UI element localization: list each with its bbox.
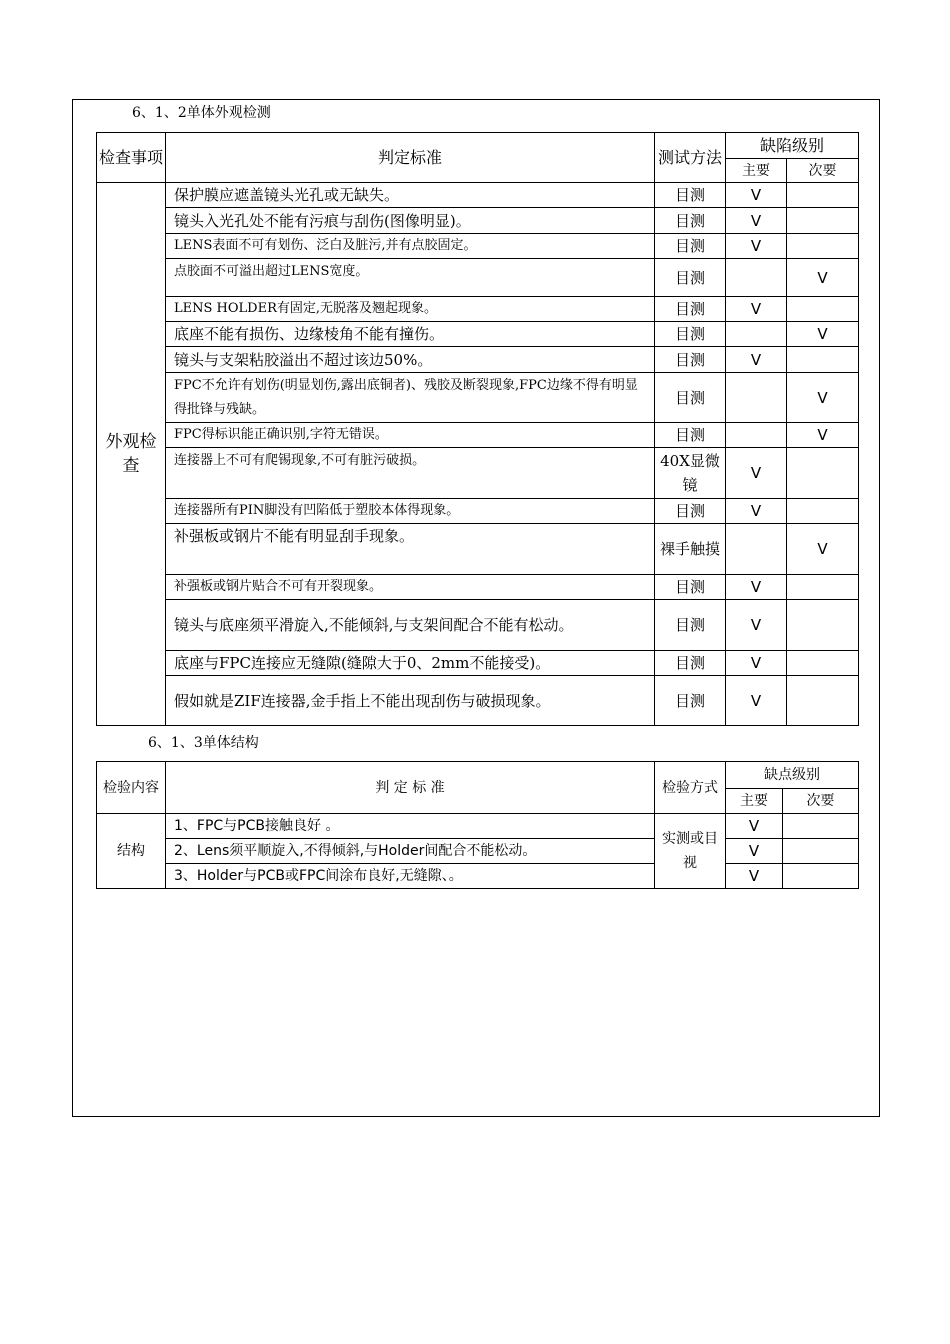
major-mark: V <box>726 651 787 676</box>
criteria-cell: 3、Holder与PCB或FPC间涂布良好,无缝隙、。 <box>166 864 655 889</box>
criteria-cell: 2、Lens须平顺旋入,不得倾斜,与Holder间配合不能松动。 <box>166 839 655 864</box>
header-major: 主要 <box>726 159 787 183</box>
minor-mark: V <box>787 524 859 575</box>
criteria-cell: LENS HOLDER有固定,无脱落及翘起现象。 <box>166 297 655 322</box>
header-minor: 次要 <box>787 159 859 183</box>
major-mark: V <box>726 499 787 524</box>
header-defect-level: 缺陷级别 <box>726 133 859 159</box>
minor-mark: V <box>787 423 859 448</box>
criteria-cell: 连接器上不可有爬锡现象,不可有脏污破损。 <box>166 448 655 499</box>
method-cell: 目测 <box>655 499 726 524</box>
major-mark <box>726 259 787 297</box>
method-cell: 裸手触摸 <box>655 524 726 575</box>
category-appearance: 外观检查 <box>97 183 166 726</box>
major-mark: V <box>726 208 787 234</box>
method-cell: 目测 <box>655 259 726 297</box>
major-mark: V <box>726 839 783 864</box>
criteria-cell: 保护膜应遮盖镜头光孔或无缺失。 <box>166 183 655 208</box>
header-criteria: 判定标准 <box>166 133 655 183</box>
minor-mark <box>787 499 859 524</box>
method-cell: 目测 <box>655 423 726 448</box>
method-cell: 目测 <box>655 373 726 423</box>
minor-mark: V <box>787 259 859 297</box>
criteria-cell: FPC得标识能正确识别,字符无错误。 <box>166 423 655 448</box>
minor-mark <box>787 600 859 651</box>
criteria-cell: 补强板或钢片不能有明显刮手现象。 <box>166 524 655 575</box>
minor-mark <box>787 297 859 322</box>
method-cell: 目测 <box>655 676 726 726</box>
criteria-cell: 镜头与支架粘胶溢出不超过该边50%。 <box>166 347 655 373</box>
minor-mark: V <box>787 322 859 347</box>
criteria-cell: 假如就是ZIF连接器,金手指上不能出现刮伤与破损现象。 <box>166 676 655 726</box>
method-cell: 目测 <box>655 651 726 676</box>
major-mark: V <box>726 448 787 499</box>
major-mark: V <box>726 234 787 259</box>
minor-mark <box>787 347 859 373</box>
header-major: 主要 <box>726 789 783 814</box>
criteria-cell: 镜头入光孔处不能有污痕与刮伤(图像明显)。 <box>166 208 655 234</box>
method-cell: 目测 <box>655 347 726 373</box>
method-cell: 目测 <box>655 297 726 322</box>
minor-mark <box>787 676 859 726</box>
major-mark: V <box>726 814 783 839</box>
major-mark: V <box>726 864 783 889</box>
criteria-cell: 补强板或钢片贴合不可有开裂现象。 <box>166 575 655 600</box>
criteria-cell: 点胶面不可溢出超过LENS宽度。 <box>166 259 655 297</box>
header-minor: 次要 <box>783 789 859 814</box>
major-mark: V <box>726 600 787 651</box>
method-cell: 目测 <box>655 183 726 208</box>
criteria-cell: 底座不能有损伤、边缘棱角不能有撞伤。 <box>166 322 655 347</box>
minor-mark <box>783 864 859 889</box>
major-mark: V <box>726 347 787 373</box>
major-mark <box>726 322 787 347</box>
method-cell: 实测或目视 <box>655 814 726 889</box>
major-mark <box>726 423 787 448</box>
minor-mark <box>787 575 859 600</box>
method-cell: 40X显微镜 <box>655 448 726 499</box>
major-mark <box>726 373 787 423</box>
minor-mark <box>787 651 859 676</box>
major-mark: V <box>726 676 787 726</box>
minor-mark <box>787 208 859 234</box>
header-method: 测试方法 <box>655 133 726 183</box>
criteria-cell: 底座与FPC连接应无缝隙(缝隙大于0、2mm不能接受)。 <box>166 651 655 676</box>
criteria-cell: FPC不允许有划伤(明显划伤,露出底铜者)、残胶及断裂现象,FPC边缘不得有明显得批锋与残缺。 <box>166 373 655 423</box>
method-cell: 目测 <box>655 600 726 651</box>
method-cell: 目测 <box>655 575 726 600</box>
method-cell: 目测 <box>655 322 726 347</box>
minor-mark: V <box>787 373 859 423</box>
header-method: 检验方式 <box>655 762 726 814</box>
method-cell: 目测 <box>655 208 726 234</box>
minor-mark <box>783 839 859 864</box>
criteria-cell: LENS表面不可有划伤、泛白及脏污,并有点胶固定。 <box>166 234 655 259</box>
method-cell: 目测 <box>655 234 726 259</box>
header-criteria: 判 定 标 准 <box>166 762 655 814</box>
major-mark: V <box>726 297 787 322</box>
criteria-cell: 镜头与底座须平滑旋入,不能倾斜,与支架间配合不能有松动。 <box>166 600 655 651</box>
minor-mark <box>783 814 859 839</box>
header-defect-level: 缺点级别 <box>726 762 859 789</box>
section1-heading: 6、1、2单体外观检测 <box>132 105 271 121</box>
section2-heading: 6、1、3单体结构 <box>148 735 259 751</box>
minor-mark <box>787 448 859 499</box>
appearance-inspection-table <box>96 132 859 726</box>
header-item: 检查事项 <box>97 133 166 183</box>
minor-mark <box>787 183 859 208</box>
criteria-cell: 1、FPC与PCB接触良好 。 <box>166 814 655 839</box>
minor-mark <box>787 234 859 259</box>
header-content: 检验内容 <box>97 762 166 814</box>
major-mark: V <box>726 183 787 208</box>
criteria-cell: 连接器所有PIN脚没有凹陷低于塑胶本体得现象。 <box>166 499 655 524</box>
major-mark: V <box>726 575 787 600</box>
category-structure: 结构 <box>97 814 166 889</box>
major-mark <box>726 524 787 575</box>
structure-inspection-table <box>96 761 859 889</box>
